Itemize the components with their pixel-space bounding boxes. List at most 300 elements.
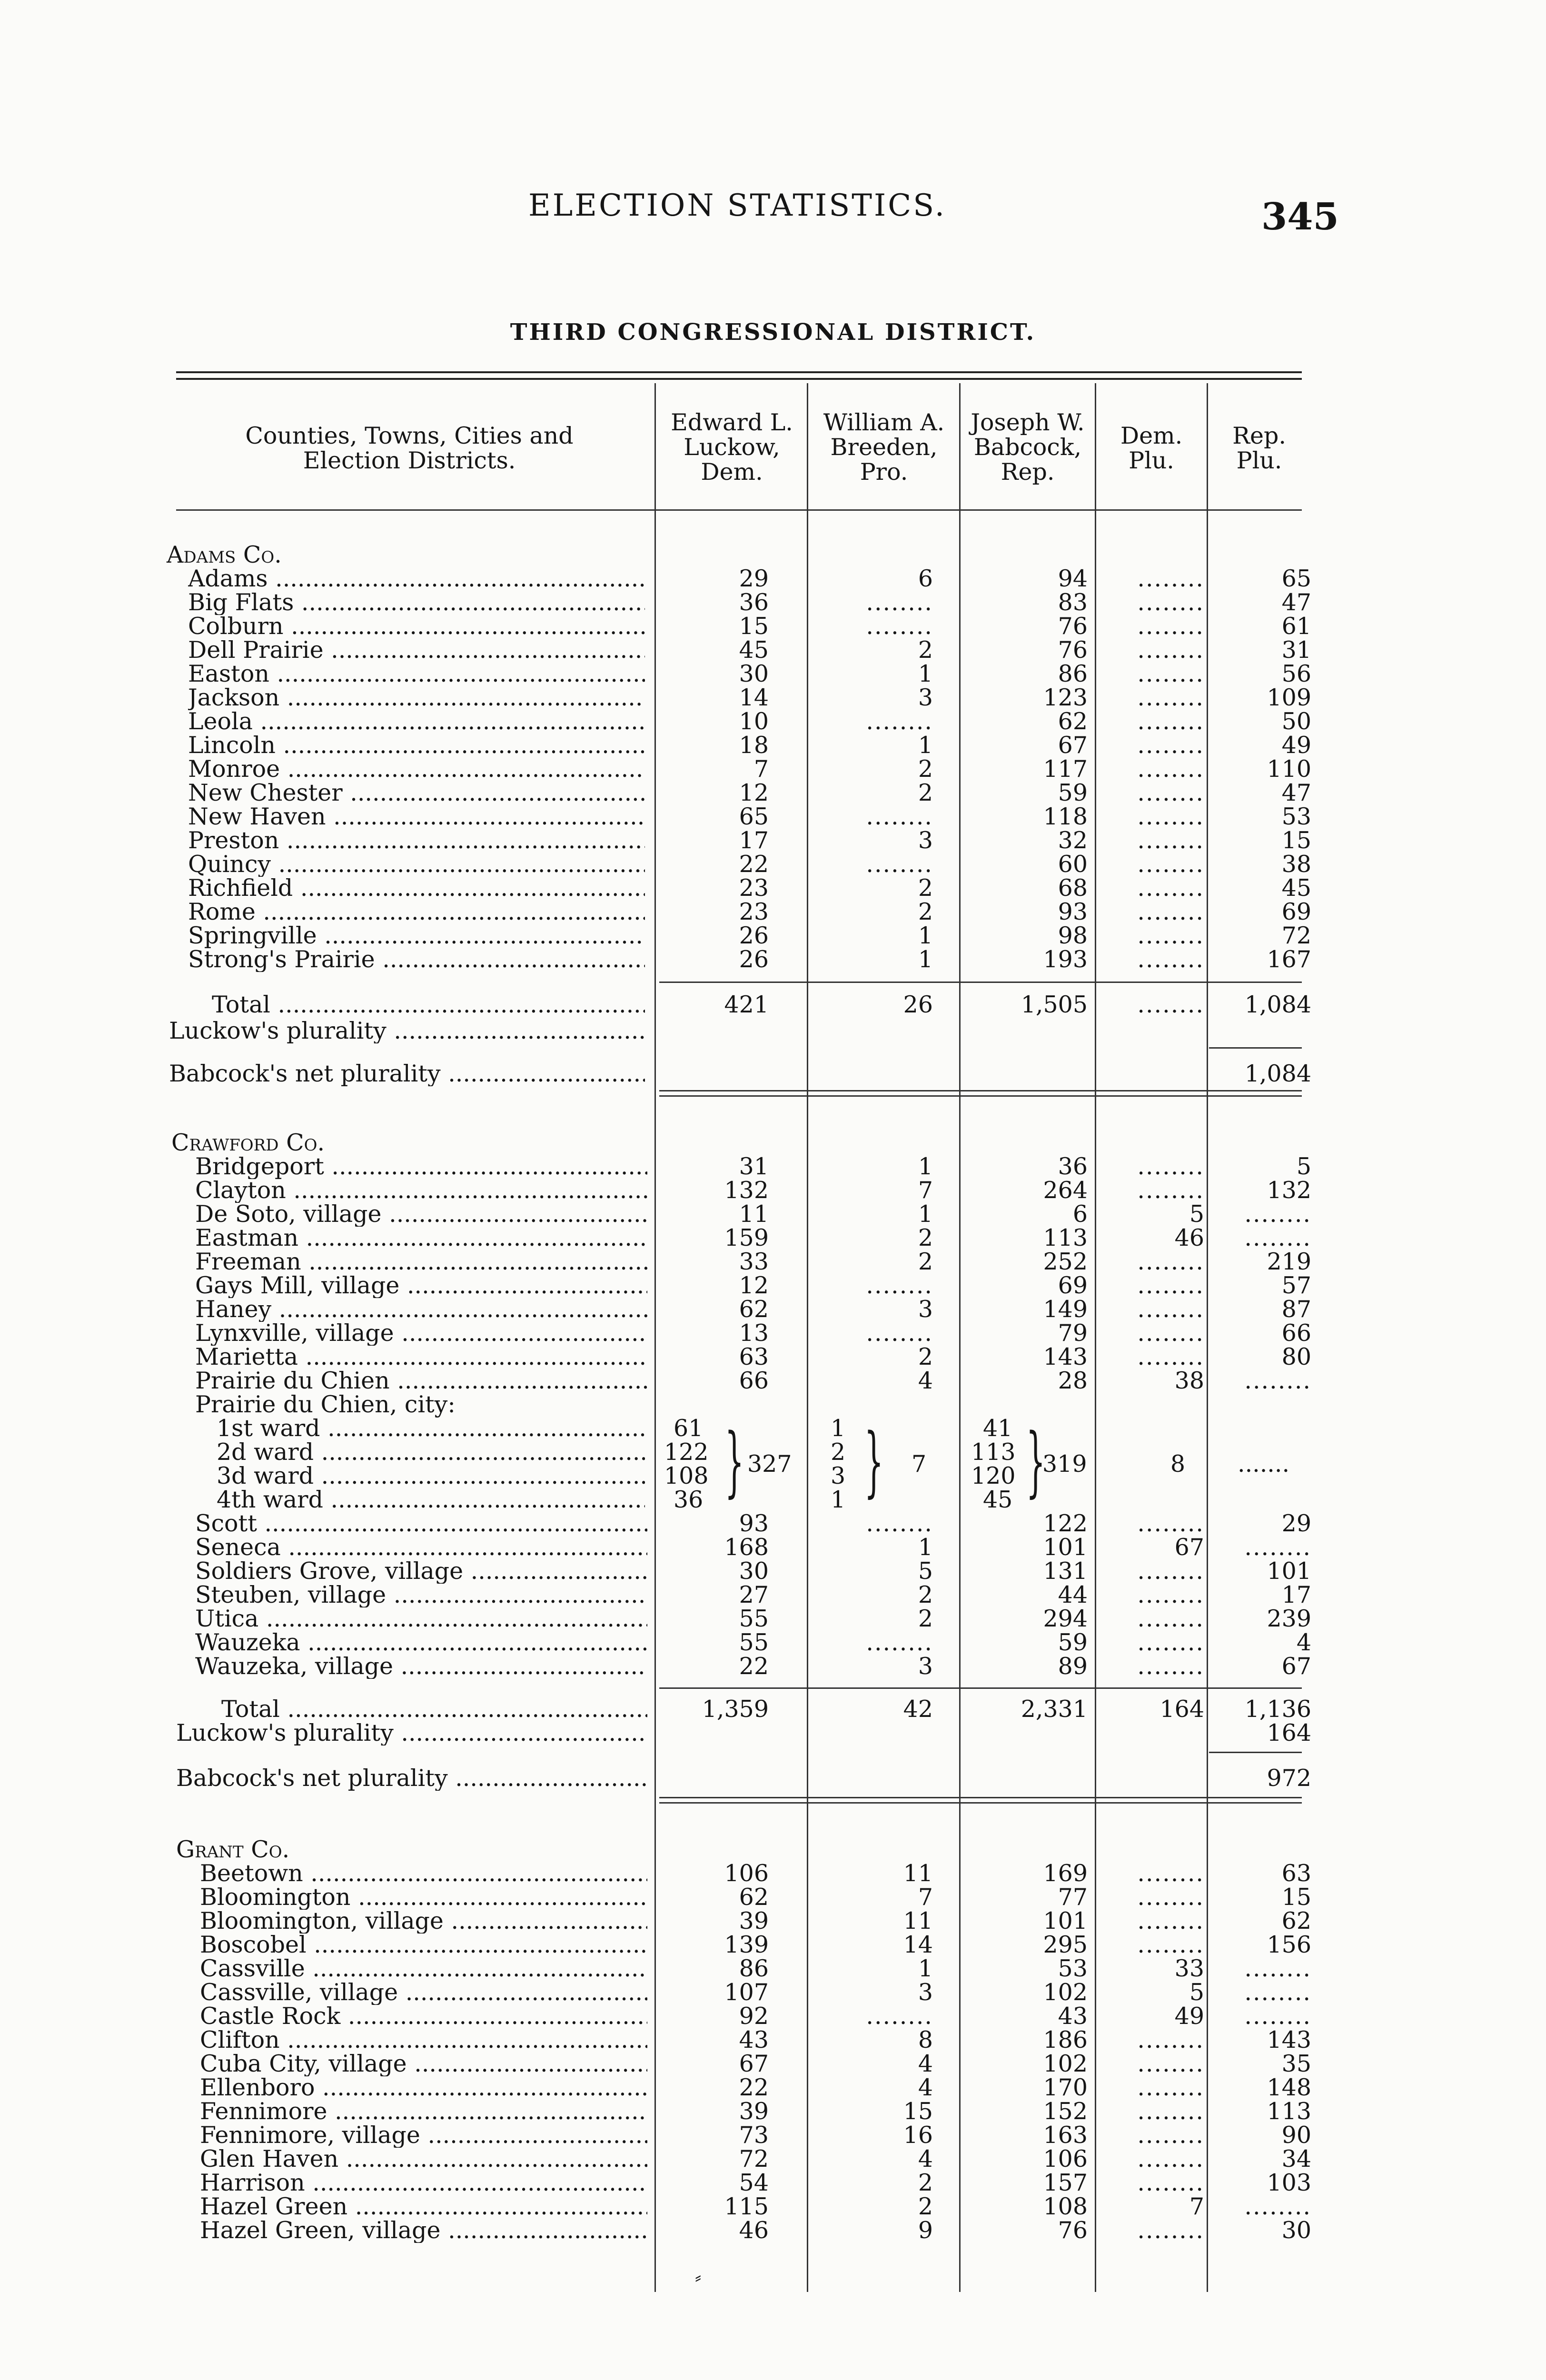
table-row [0,947,1546,972]
total-rule [659,1687,1302,1689]
luckow-votes: 66 [739,1367,769,1394]
rep-plurality: 156 [1267,1931,1311,1958]
luckow-votes: 65 [739,803,769,830]
row-label: Seneca ..... [195,1535,647,1560]
babcock-votes: 149 [1043,1296,1088,1323]
row-label: Wauzeka ..... [195,1630,647,1655]
row-label: Babcock's net plurality ..... [176,1766,647,1791]
babcock-votes: 193 [1043,946,1088,973]
subheading-row [0,1392,1546,1417]
dem-plurality: ........ [1137,1296,1204,1323]
breeden-votes: 2 [918,755,933,783]
dem-plurality: ........ [1137,1510,1204,1537]
table-row [0,2004,1546,2029]
rep-plurality: 15 [1281,827,1311,854]
dem-plurality: ........ [1137,732,1204,759]
luckow-votes: 43 [739,2026,769,2053]
row-label: Jackson ..... [188,685,645,710]
dem-plurality: ........ [1137,898,1204,925]
luckow-votes: 106 [724,1860,769,1887]
rep-plurality: 57 [1281,1272,1311,1299]
header-breeden [808,410,960,485]
header-babcock [961,410,1095,485]
breeden-votes: ........ [866,1510,933,1537]
rep-plurality: 63 [1281,1860,1311,1887]
rep-plurality: ........ [1244,2193,1311,2220]
babcock-votes: 62 [1058,708,1088,735]
table-row [0,757,1546,782]
rep-plurality: 15 [1281,1884,1311,1911]
luckow-votes: 31 [739,1153,769,1180]
dem-plurality: 33 [1174,1955,1204,1982]
table-row [0,1321,1546,1346]
babcock-votes: 93 [1058,898,1088,925]
dem-plurality: ........ [1137,827,1204,854]
luckow-votes: 86 [739,1955,769,1982]
dem-plurality: ........ [1137,708,1204,735]
babcock-votes: 6 [1072,1200,1088,1228]
table-row [0,614,1546,639]
babcock-votes: 108 [1043,2193,1088,2220]
table-row [0,1368,1546,1393]
row-label: Easton ..... [188,662,645,686]
breeden-votes: ........ [866,1629,933,1656]
babcock-votes: 120 [971,1462,1016,1489]
ward-brace: } [724,1417,744,1506]
header-line: William A. [823,409,945,436]
breeden-votes: 3 [918,684,933,711]
babcock-votes: 89 [1058,1653,1088,1680]
rep-plurality: 17 [1281,1581,1311,1608]
dem-plurality: ........ [1137,2169,1204,2196]
babcock-votes: 252 [1043,1248,1088,1275]
ward-brace: } [864,1417,884,1506]
breeden-votes: ........ [866,851,933,878]
net-plurality-row [0,1061,1546,1086]
babcock-votes: 68 [1058,874,1088,902]
babcock-votes: 118 [1043,803,1088,830]
rep-plurality: 47 [1281,589,1311,616]
row-label: Rome ..... [188,900,645,924]
dem-plurality: ........ [1137,565,1204,592]
row-label: Luckow's plurality ..... [176,1721,647,1745]
table-row [0,709,1546,734]
babcock-votes: 295 [1043,1931,1088,1958]
babcock-votes: 163 [1043,2122,1088,2149]
babcock-votes: 41 [983,1415,1013,1442]
dem-plurality: 46 [1174,1224,1204,1251]
babcock-votes: 106 [1043,2145,1088,2172]
rep-plurality: 69 [1281,898,1311,925]
luckow-votes: 139 [724,1931,769,1958]
row-label: Cassville, village ..... [200,1980,647,2005]
babcock-votes: 102 [1043,2050,1088,2077]
header-rep-plurality [1208,424,1310,473]
luckow-votes: 421 [724,991,769,1018]
dem-plurality: 5 [1189,1979,1204,2006]
total-rule [659,982,1302,983]
rep-plurality: ........ [1244,1367,1311,1394]
dem-plurality: ........ [1137,946,1204,973]
county-name: Adams Co. [167,541,282,568]
babcock-votes: 2,331 [1021,1696,1088,1723]
babcock-votes: 77 [1058,1884,1088,1911]
dem-plurality: ........ [1137,1248,1204,1275]
row-label: Eastman ..... [195,1226,647,1250]
row-label: Luckow's plurality ..... [169,1019,645,1043]
babcock-votes: 76 [1058,2217,1088,2244]
row-label: Total ..... [212,992,645,1017]
table-row [0,2123,1546,2148]
table-row [0,1154,1546,1179]
dem-plurality: 5 [1189,1200,1204,1228]
row-label: Steuben, village ..... [195,1583,647,1607]
header-line: Rep. [1232,422,1286,449]
breeden-votes: 4 [918,2145,933,2172]
header-line: Pro. [860,458,908,486]
table-row [0,1654,1546,1679]
header-luckow [657,410,807,485]
header-top-rule [176,371,1302,380]
rep-plurality: 90 [1281,2122,1311,2149]
luckow-votes: 327 [747,1450,792,1478]
rep-plurality: 1,084 [1244,991,1311,1018]
luckow-votes: 17 [739,827,769,854]
header-line: Luckow, [684,434,780,461]
total-row [0,992,1546,1017]
dem-plurality: ........ [1137,2074,1204,2101]
breeden-votes: ........ [866,708,933,735]
county-name: Grant Co. [176,1836,290,1863]
table-row [0,2147,1546,2172]
dem-plurality: ........ [1137,1177,1204,1204]
luckow-votes: 7 [753,755,769,783]
rep-plurality: 34 [1281,2145,1311,2172]
row-label: Beetown ..... [200,1861,647,1886]
dem-plurality: ........ [1137,803,1204,830]
ward-row [0,1488,1546,1512]
table-row [0,733,1546,758]
table-title: THIRD CONGRESSIONAL DISTRICT. [510,319,1036,346]
breeden-votes: 9 [918,2217,933,2244]
row-label: Clayton ..... [195,1178,647,1203]
row-label: Monroe ..... [188,757,645,782]
table-row [0,566,1546,591]
luckow-votes: 132 [724,1177,769,1204]
row-label: Scott ..... [195,1511,647,1536]
luckow-votes: 159 [724,1224,769,1251]
breeden-votes: 5 [918,1557,933,1585]
dem-plurality: 67 [1174,1534,1204,1561]
county-heading [0,1837,1546,1862]
header-line: Breeden, [830,434,938,461]
babcock-votes: 102 [1043,1979,1088,2006]
table-row [0,852,1546,877]
breeden-votes: 2 [918,636,933,664]
luckow-votes: 33 [739,1248,769,1275]
breeden-votes: 2 [831,1438,846,1466]
table-row [0,662,1546,686]
luckow-votes: 55 [739,1629,769,1656]
luckow-votes: 54 [739,2169,769,2196]
row-label: Springville ..... [188,923,645,948]
running-head: ELECTION STATISTICS. [528,188,947,223]
luckow-votes: 12 [739,779,769,806]
dem-plurality: ........ [1137,2026,1204,2053]
breeden-votes: ........ [866,1319,933,1347]
rep-plurality: 164 [1267,1719,1311,1746]
breeden-votes: 2 [918,1248,933,1275]
breeden-votes: 3 [918,1979,933,2006]
row-label: New Chester ..... [188,781,645,805]
luckow-votes: 45 [739,636,769,664]
table-row [0,876,1546,901]
rep-plurality: 35 [1281,2050,1311,2077]
dem-plurality: ........ [1137,2217,1204,2244]
dem-plurality: ........ [1137,660,1204,687]
luckow-votes: 168 [724,1534,769,1561]
row-label: Preston ..... [188,828,645,853]
breeden-votes: ........ [866,803,933,830]
header-bottom-rule [176,509,1302,511]
babcock-votes: 117 [1043,755,1088,783]
breeden-votes: 3 [918,827,933,854]
rep-plurality: 972 [1267,1765,1311,1792]
dem-plurality: ........ [1137,1907,1204,1934]
row-label: Babcock's net plurality ..... [169,1061,645,1086]
babcock-votes: 69 [1058,1272,1088,1299]
luckow-votes: 1,359 [702,1696,769,1723]
table-row [0,2028,1546,2053]
luckow-votes: 22 [739,1653,769,1680]
dem-plurality: ........ [1137,1605,1204,1632]
babcock-votes: 36 [1058,1153,1088,1180]
breeden-votes: 2 [918,2193,933,2220]
rep-plurality: 1,136 [1244,1696,1311,1723]
table-row [0,1583,1546,1607]
dem-plurality: ........ [1137,1557,1204,1585]
breeden-votes: 7 [918,1884,933,1911]
breeden-votes: 1 [918,732,933,759]
row-label: 3d ward ..... [217,1464,645,1488]
table-row [0,1956,1546,1981]
dem-plurality: ........ [1137,991,1204,1018]
row-label: Haney ..... [195,1297,647,1322]
luckow-votes: 73 [739,2122,769,2149]
row-label: Fennimore ..... [200,2099,647,2124]
dem-plurality: ........ [1137,1860,1204,1887]
breeden-votes: 4 [918,2074,933,2101]
luckow-votes: 22 [739,2074,769,2101]
row-label: De Soto, village ..... [195,1202,647,1227]
luckow-votes: 72 [739,2145,769,2172]
breeden-votes: 2 [918,1224,933,1251]
breeden-votes: ........ [866,1272,933,1299]
table-row [0,1202,1546,1227]
county-heading [0,543,1546,567]
breeden-votes: 14 [903,1931,933,1958]
rep-plurality: 65 [1281,565,1311,592]
breeden-votes: 2 [918,1581,933,1608]
breeden-votes: 2 [918,779,933,806]
dem-plurality: ........ [1137,1272,1204,1299]
babcock-votes: 59 [1058,1629,1088,1656]
luckow-votes: 15 [739,613,769,640]
header-line: Dem. [701,458,763,486]
breeden-votes: 1 [918,946,933,973]
babcock-votes: 157 [1043,2169,1088,2196]
table-row [0,804,1546,829]
table-row [0,1606,1546,1631]
table-row [0,1630,1546,1655]
babcock-votes: 32 [1058,827,1088,854]
babcock-votes: 59 [1058,779,1088,806]
breeden-votes: ........ [866,613,933,640]
header-line: Plu. [1129,447,1174,474]
luckow-votes: 108 [664,1462,709,1489]
table-row [0,2171,1546,2195]
printer-mark: ⸗ [695,2266,702,2288]
dem-plurality: ........ [1137,1629,1204,1656]
table-row [0,590,1546,615]
babcock-votes: 143 [1043,1343,1088,1370]
luckow-votes: 46 [739,2217,769,2244]
babcock-votes: 86 [1058,660,1088,687]
net-plurality-row [0,1766,1546,1791]
babcock-votes: 45 [983,1486,1013,1513]
dem-plurality: ........ [1137,2050,1204,2077]
dem-plurality: ........ [1137,613,1204,640]
rep-plurality: 239 [1267,1605,1311,1632]
luckow-votes: 62 [739,1884,769,1911]
luckow-votes: 27 [739,1581,769,1608]
babcock-votes: 294 [1043,1605,1088,1632]
row-label: Cuba City, village ..... [200,2052,647,2076]
county-heading [0,1130,1546,1155]
rep-plurality: 29 [1281,1510,1311,1537]
table-row [0,1933,1546,1957]
luckow-votes: 63 [739,1343,769,1370]
row-label: Harrison ..... [200,2171,647,2195]
babcock-votes: 113 [1043,1224,1088,1251]
dem-plurality: ........ [1137,1931,1204,1958]
row-label: Bridgeport ..... [195,1154,647,1179]
ward-brace: } [1026,1417,1046,1506]
breeden-votes: 7 [912,1450,927,1478]
row-label: 1st ward ..... [217,1416,645,1441]
dem-plurality: 8 [1170,1450,1185,1478]
row-label: Colburn ..... [188,614,645,639]
row-label: Bloomington ..... [200,1885,647,1910]
luckow-votes: 13 [739,1319,769,1347]
row-label: Bloomington, village ..... [200,1909,647,1934]
dem-plurality: 38 [1174,1367,1204,1394]
table-row [0,2218,1546,2243]
table-row [0,1885,1546,1910]
table-row [0,1980,1546,2005]
dem-plurality: ........ [1137,636,1204,664]
rep-plurality: 110 [1267,755,1311,783]
table-row [0,2099,1546,2124]
luckow-votes: 23 [739,874,769,902]
table-row [0,1297,1546,1322]
rep-plurality: 45 [1281,874,1311,902]
breeden-votes: 2 [918,1605,933,1632]
babcock-votes: 264 [1043,1177,1088,1204]
babcock-votes: 76 [1058,636,1088,664]
dem-plurality: ........ [1137,1581,1204,1608]
babcock-votes: 60 [1058,851,1088,878]
luckow-votes: 14 [739,684,769,711]
table-row [0,900,1546,924]
ward-sum-row [0,1452,1546,1477]
luckow-votes: 67 [739,2050,769,2077]
breeden-votes: 8 [918,2026,933,2053]
rep-plurality: 148 [1267,2074,1311,2101]
row-label: Big Flats ..... [188,590,645,615]
babcock-votes: 79 [1058,1319,1088,1347]
breeden-votes: 2 [918,874,933,902]
luckow-votes: 29 [739,565,769,592]
dem-plurality: ........ [1137,1319,1204,1347]
rep-plurality: 219 [1267,1248,1311,1275]
breeden-votes: 1 [831,1486,846,1513]
babcock-votes: 44 [1058,1581,1088,1608]
page-number: 345 [1261,195,1339,238]
row-label: Utica ..... [195,1606,647,1631]
row-label: Total ..... [221,1697,647,1722]
table-row [0,1345,1546,1369]
breeden-votes: ........ [866,589,933,616]
breeden-votes: 2 [918,898,933,925]
row-label: Gays Mill, village ..... [195,1273,647,1298]
header-line: Joseph W. [971,409,1085,436]
table-row [0,1250,1546,1274]
rep-plurality: 49 [1281,732,1311,759]
luckow-votes: 23 [739,898,769,925]
row-label: Leola ..... [188,709,645,734]
breeden-votes: 1 [918,1955,933,1982]
rep-plurality: 101 [1267,1557,1311,1585]
babcock-votes: 94 [1058,565,1088,592]
dem-plurality: ........ [1137,589,1204,616]
breeden-votes: 1 [831,1415,846,1442]
rep-plurality: 56 [1281,660,1311,687]
breeden-votes: 1 [918,1534,933,1561]
row-label: Hazel Green ..... [200,2194,647,2219]
row-label: Dell Prairie ..... [188,638,645,663]
luckow-votes: 36 [674,1486,704,1513]
table-row [0,1861,1546,1886]
row-label: 2d ward ..... [217,1440,645,1465]
rep-plurality: 87 [1281,1296,1311,1323]
row-label: Marietta ..... [195,1345,647,1369]
header-line: Counties, Towns, Cities and [245,422,574,449]
table-row [0,2075,1546,2100]
row-label: Lynxville, village ..... [195,1321,647,1346]
breeden-votes: 3 [918,1296,933,1323]
table-row [0,781,1546,805]
table-row [0,1273,1546,1298]
luckow-votes: 61 [674,1415,704,1442]
babcock-votes: 131 [1043,1557,1088,1585]
breeden-votes: 1 [918,1153,933,1180]
breeden-votes: 2 [918,1343,933,1370]
rep-plurality: ........ [1244,1200,1311,1228]
breeden-votes: 16 [903,2122,933,2149]
babcock-votes: 170 [1043,2074,1088,2101]
babcock-votes: 53 [1058,1955,1088,1982]
